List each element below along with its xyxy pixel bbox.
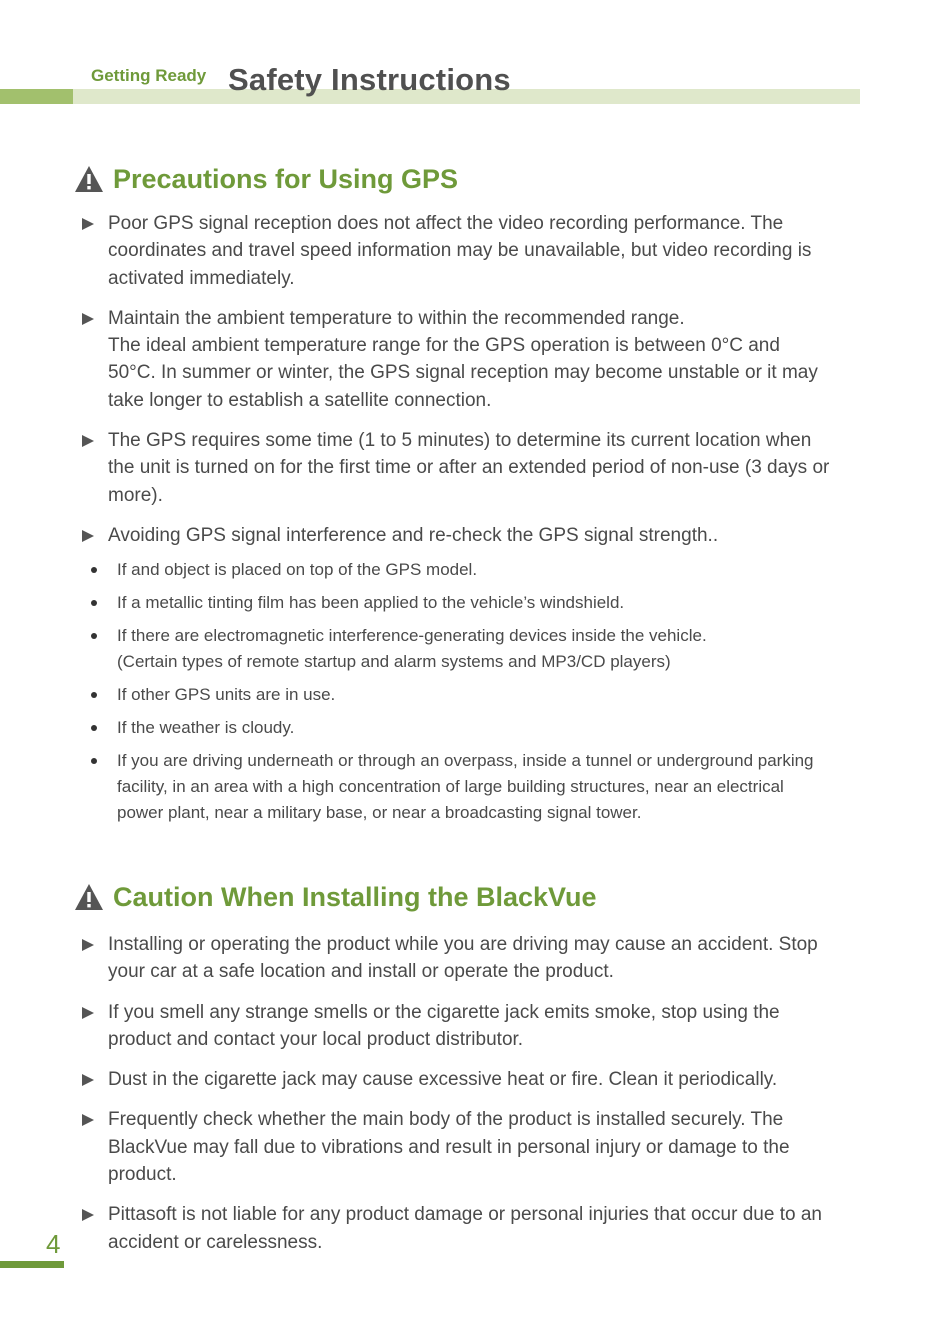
text-line: the unit is turned on for the first time or after an extended period of non-use (3 days or	[108, 457, 830, 479]
section-title: Precautions for Using GPS	[113, 163, 459, 194]
triangle-bullet-icon	[82, 1007, 94, 1019]
sub-bullet-item	[74, 590, 874, 616]
text-line: If the weather is cloudy.	[117, 718, 295, 738]
text-line: activated immediately.	[108, 267, 295, 289]
text-line: If you smell any strange smells or the cigarette jack emits smoke, stop using the	[108, 1001, 780, 1023]
triangle-bullet-icon	[82, 530, 94, 542]
section-label: Getting Ready	[91, 66, 207, 85]
text-line: If there are electromagnetic interference-generating devices inside the vehicle.	[117, 626, 707, 646]
bullet-item	[74, 427, 874, 509]
text-line: product and contact your local product distributor.	[108, 1028, 524, 1050]
bullet-item	[74, 1201, 874, 1256]
text-line: If you are driving underneath or through an overpass, inside a tunnel or underground parking	[117, 751, 814, 771]
bullet-item	[74, 305, 874, 414]
text-line: The ideal ambient temperature range for the GPS operation is between 0°C and	[108, 335, 780, 357]
warning-icon	[74, 883, 104, 911]
gps-precautions-section	[74, 162, 874, 826]
text-line: Dust in the cigarette jack may cause excessive heat or fire. Clean it periodically.	[108, 1069, 778, 1091]
triangle-bullet-icon	[82, 1209, 94, 1221]
text-line: If a metallic tinting film has been applied to the vehicle’s windshield.	[117, 593, 625, 613]
text-line: take longer to establish a satellite connection.	[108, 389, 492, 411]
sub-bullet-item	[74, 682, 874, 708]
triangle-bullet-icon	[82, 1114, 94, 1126]
install-section-heading	[74, 880, 874, 914]
text-line: The GPS requires some time (1 to 5 minutes) to determine its current location when	[108, 430, 812, 452]
text-line: facility, in an area with a high concentration of large building structures, near an electrical	[117, 777, 784, 797]
bullet-item	[74, 1106, 874, 1188]
text-line: Installing or operating the product while you are driving may cause an accident. Stop	[108, 934, 818, 955]
bullet-item	[74, 522, 874, 549]
text-line: Maintain the ambient temperature to within the recommended range.	[108, 307, 685, 329]
sub-bullet-item	[74, 623, 874, 675]
sub-bullet-item	[74, 748, 874, 826]
bullet-item	[74, 1066, 874, 1093]
text-line: Pittasoft is not liable for any product damage or personal injuries that occur due to an	[108, 1204, 822, 1226]
text-line: Poor GPS signal reception does not affect the video recording performance. The	[108, 213, 784, 234]
text-line: BlackVue may fall due to vibrations and result in personal injury or damage to the	[108, 1136, 790, 1158]
bullet-item	[74, 210, 874, 292]
text-line: If other GPS units are in use.	[117, 685, 336, 705]
page-number: 4	[46, 1229, 61, 1259]
page-title: Safety Instructions	[228, 62, 511, 97]
dot-bullet-icon	[91, 758, 97, 764]
triangle-bullet-icon	[82, 939, 94, 951]
text-line: (Certain types of remote startup and alarm systems and MP3/CD players)	[117, 652, 671, 672]
text-line: coordinates and travel speed information may be unavailable, but video recording is	[108, 240, 812, 262]
text-line: 50°C. In summer or winter, the GPS signal reception may become unstable or it may	[108, 362, 818, 384]
text-line: accident or carelessness.	[108, 1231, 323, 1253]
dot-bullet-icon	[91, 692, 97, 698]
dot-bullet-icon	[91, 600, 97, 606]
triangle-bullet-icon	[82, 1074, 94, 1086]
install-caution-section	[74, 880, 874, 1256]
text-line: more).	[108, 484, 163, 506]
text-line: power plant, near a military base, or near a broadcasting signal tower.	[117, 803, 642, 823]
triangle-bullet-icon	[82, 218, 94, 230]
section-title: Caution When Installing the BlackVue	[113, 881, 597, 912]
text-line: If and object is placed on top of the GPS model.	[117, 560, 478, 580]
text-line: product.	[108, 1164, 177, 1186]
text-line: Avoiding GPS signal interference and re-check the GPS signal strength..	[108, 524, 719, 546]
text-line: Frequently check whether the main body of the product is installed securely. The	[108, 1109, 784, 1131]
triangle-bullet-icon	[82, 313, 94, 325]
gps-section-heading	[74, 162, 874, 196]
footer-bar	[0, 1261, 64, 1268]
sub-bullet-item	[74, 715, 874, 741]
header-band-accent	[0, 89, 73, 104]
bullet-item	[74, 931, 874, 986]
sub-bullet-item	[74, 557, 874, 583]
dot-bullet-icon	[91, 567, 97, 573]
dot-bullet-icon	[91, 725, 97, 731]
triangle-bullet-icon	[82, 435, 94, 447]
text-line: your car at a safe location and install or operate the product.	[108, 961, 614, 983]
warning-icon	[74, 165, 104, 193]
dot-bullet-icon	[91, 633, 97, 639]
bullet-item	[74, 999, 874, 1054]
